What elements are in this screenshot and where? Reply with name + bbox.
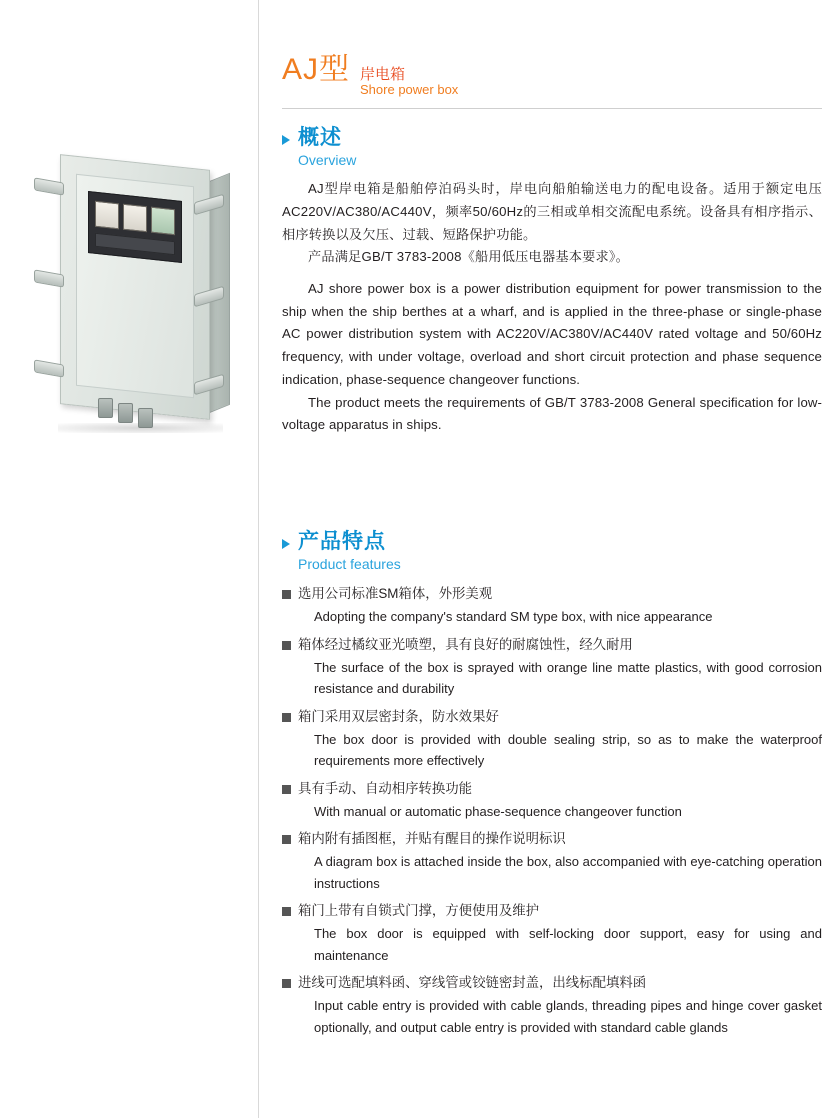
feature-en-text: The box door is provided with double sealing strip, so as to make the waterproof requirements more effectively [314,731,822,769]
content-column [274,0,822,1118]
triangle-right-icon [282,135,290,145]
feature-list [282,584,822,1038]
list-item [282,584,822,628]
page-title [282,44,822,109]
cable-gland-icon [98,398,113,418]
overview-english-body [282,278,822,437]
model-name: AJ型 [282,53,351,86]
feature-cn-row [282,829,822,849]
square-bullet-icon [282,785,291,794]
square-bullet-icon [282,641,291,650]
feature-cn-row [282,584,822,604]
feature-en-text: With manual or automatic phase-sequence changeover function [314,803,682,819]
section-overview [282,126,822,437]
square-bullet-icon [282,713,291,722]
list-item [282,635,822,700]
square-bullet-icon [282,835,291,844]
overview-cn-paragraph-2: 产品满足GB/T 3783-2008《船用低压电器基本要求》。 [308,249,630,265]
list-item [282,707,822,772]
meter-icon [123,204,147,233]
features-heading-cn: 产品特点 [298,530,386,553]
overview-en-paragraph-2: The product meets the requirements of GB/T 3783-2008 General specification for low-voltage apparatus in ships. [282,394,822,433]
switch-strip [95,233,175,255]
features-heading [282,530,822,572]
feature-cn-row [282,635,822,655]
feature-cn-row [282,973,822,993]
feature-cn-text: 箱体经过橘纹亚光喷塑，具有良好的耐腐蚀性，经久耐用 [298,636,633,652]
column-divider [258,0,259,1118]
list-item [282,901,822,966]
overview-en-paragraph-1: AJ shore power box is a power distribution equipment for power transmission to the ship when the ship berthes at a wharf, and is applied in the three-phase or single-phase AC power distribution system with AC220V/AC380V/AC440V rated voltage and 50/60Hz frequency, with under voltage, overload and short circuit protection and phase sequence indication, phase-sequence changeover functions. [282,281,822,387]
feature-en-text: The box door is equipped with self-locking door support, easy for using and maintenance [314,926,822,963]
feature-cn-row [282,779,822,799]
meter-icon [95,201,119,230]
feature-cn-text: 箱门上带有自锁式门撑，方便使用及维护 [298,903,540,919]
list-item [282,779,822,823]
product-photo-illustration [18,140,243,440]
meter-icon [151,207,175,236]
feature-en-text: A diagram box is attached inside the box, also accompanied with eye-catching operation instructions [314,854,822,891]
feature-cn-text: 箱内附有插图框，并贴有醒目的操作说明标识 [298,831,566,847]
title-chinese: 岸电箱 [360,66,406,83]
feature-cn-text: 箱门采用双层密封条，防水效果好 [298,708,499,724]
square-bullet-icon [282,979,291,988]
triangle-right-icon [282,539,290,549]
overview-heading-cn: 概述 [298,126,342,149]
section-product-features [282,530,822,1045]
title-row [282,44,822,98]
feature-en-text: Adopting the company's standard SM type box, with nice appearance [314,609,713,625]
feature-cn-row [282,707,822,727]
overview-heading [282,126,822,168]
list-item [282,829,822,894]
instrument-panel [88,191,182,263]
overview-heading-en: Overview [298,152,357,169]
feature-cn-row [282,901,822,921]
features-heading-en: Product features [298,556,401,573]
feature-cn-text: 具有手动、自动相序转换功能 [298,780,473,796]
overview-heading-texts [298,126,356,168]
feature-cn-text: 进线可选配填料函、穿线管或铰链密封盖，出线标配填料函 [298,975,647,991]
square-bullet-icon [282,590,291,599]
title-english: Shore power box [360,82,459,98]
title-underline [282,108,822,109]
square-bullet-icon [282,907,291,916]
title-texts [360,66,458,98]
feature-cn-text: 选用公司标准SM箱体，外形美观 [298,586,493,602]
cable-gland-icon [118,403,133,423]
left-column [0,0,258,1118]
cable-gland-icon [138,408,153,428]
feature-en-text: The surface of the box is sprayed with orange line matte plastics, with good corrosion resistance and durability [314,659,822,697]
list-item [282,973,822,1038]
overview-chinese-body [282,178,822,269]
overview-cn-paragraph-1: AJ型岸电箱是船舶停泊码头时，岸电向船舶输送电力的配电设备。适用于额定电压AC220V/AC380/AC440V，频率50/60Hz的三相或单相交流配电系统。设备具有相序指示、相序转换以及欠压、过载、短路保护功能。 [282,181,822,242]
product-photo [18,140,243,440]
feature-en-text: Input cable entry is provided with cable glands, threading pipes and hinge cover gasket optionally, and output cable entry is provided with standard cable glands [314,998,822,1035]
features-heading-texts [298,530,401,572]
